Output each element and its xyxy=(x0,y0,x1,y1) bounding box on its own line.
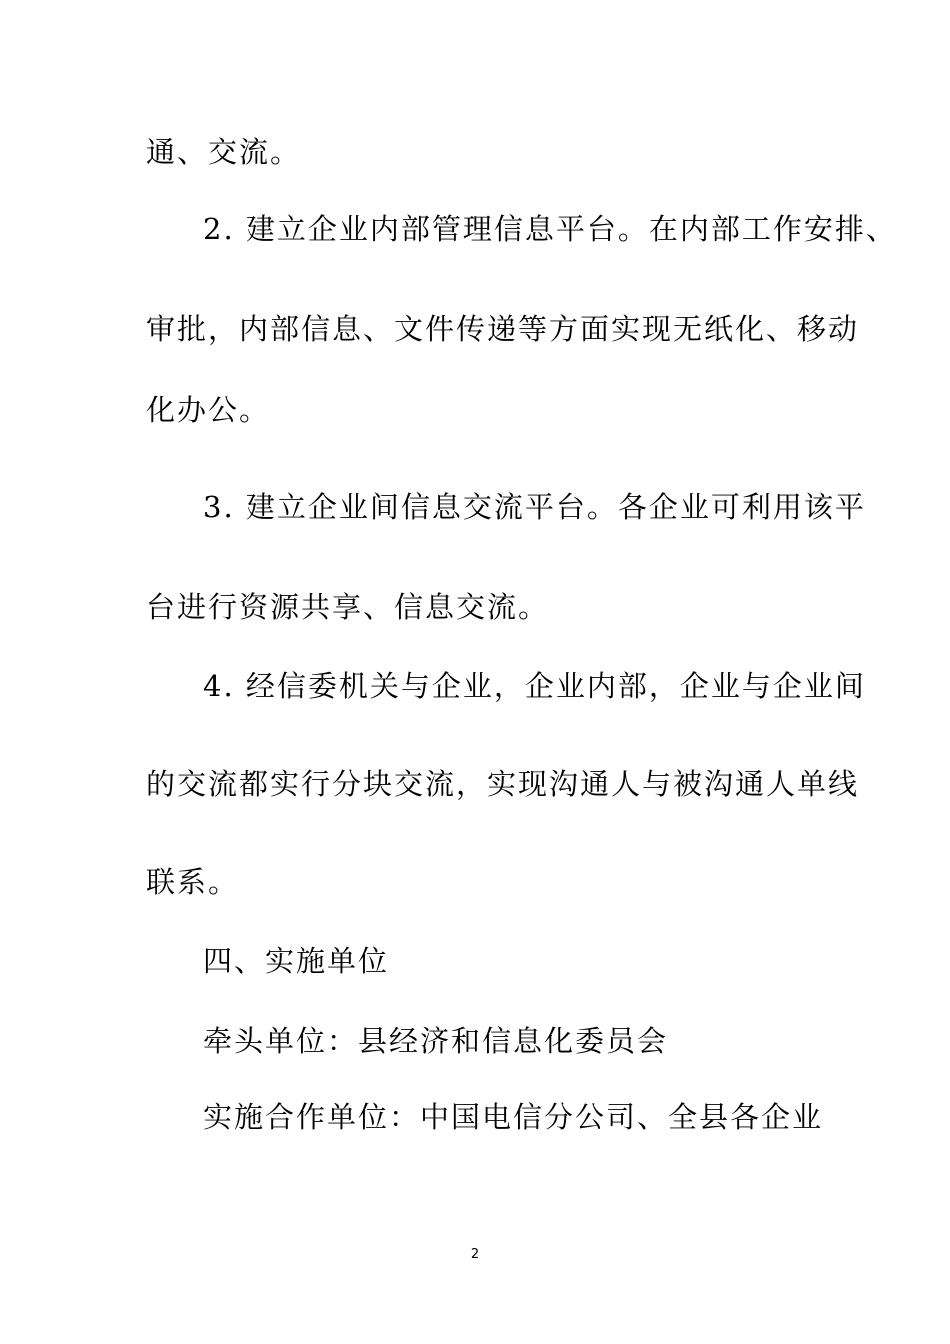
paragraph-line: 3. 建立企业间信息交流平台。各企业可利用该平 xyxy=(203,490,866,524)
paragraph-line: 牵头单位：县经济和信息化委员会 xyxy=(203,1024,669,1058)
page-number: 2 xyxy=(470,1247,480,1262)
paragraph-line: 的交流都实行分块交流，实现沟通人与被沟通人单线 xyxy=(146,767,860,801)
paragraph-line: 2. 建立企业内部管理信息平台。在内部工作安排、 xyxy=(203,212,897,246)
paragraph-line: 通、交流。 xyxy=(146,135,302,169)
section-heading: 四、实施单位 xyxy=(203,944,390,978)
paragraph-line: 审批，内部信息、文件传递等方面实现无纸化、移动 xyxy=(146,312,860,346)
paragraph-line: 化办公。 xyxy=(146,393,271,427)
paragraph-line: 4. 经信委机关与企业，企业内部，企业与企业间 xyxy=(203,669,866,703)
paragraph-line: 实施合作单位：中国电信分公司、全县各企业 xyxy=(203,1100,824,1134)
paragraph-line: 联系。 xyxy=(146,865,240,899)
paragraph-line: 台进行资源共享、信息交流。 xyxy=(146,590,550,624)
